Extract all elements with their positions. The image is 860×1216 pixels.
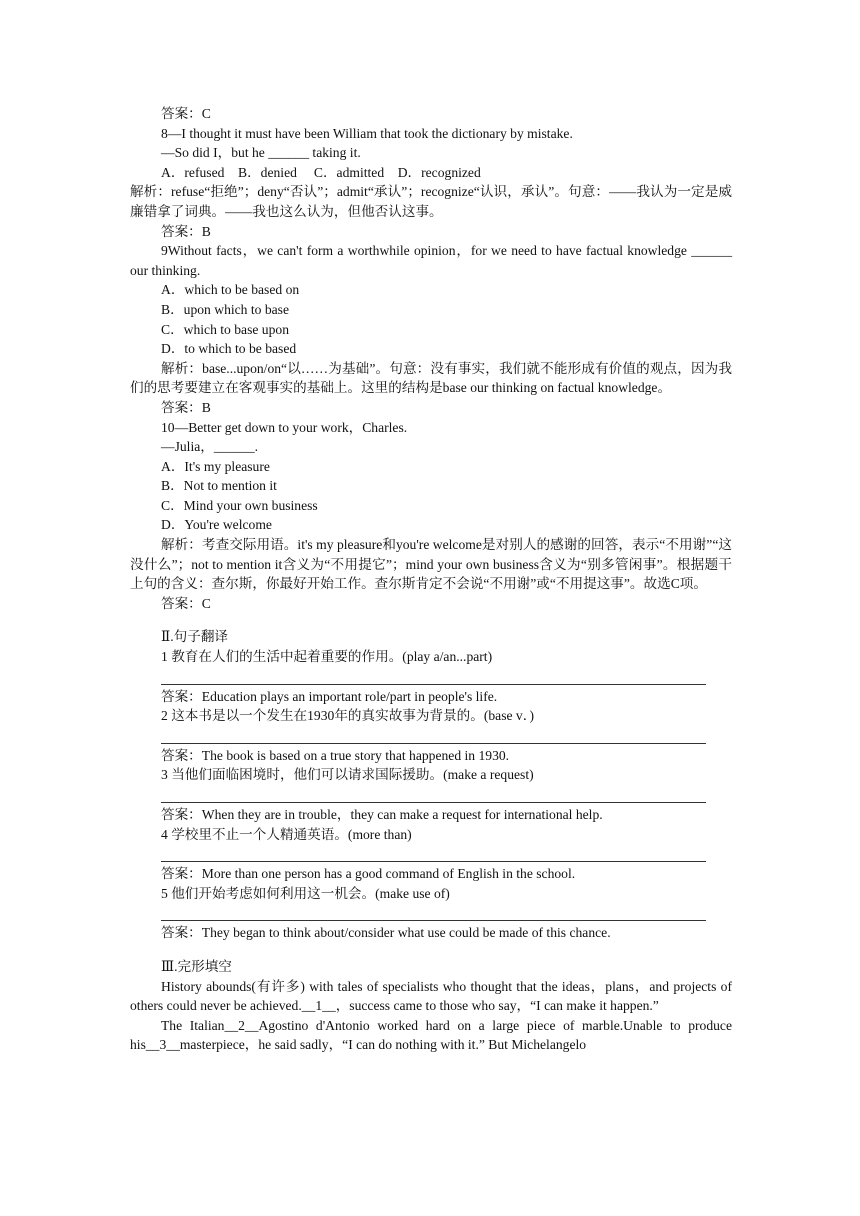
cloze-paragraph-1: History abounds(有许多) with tales of specialists who thought that the ideas，plans，and projects of others could never be achieved.__1__，success came to those who say，“I can make it happen.” — [130, 978, 732, 1014]
q10-answer: 答案：C — [161, 595, 211, 611]
q8-line2: —So did I，but he ______ taking it. — [161, 145, 361, 161]
q8-line1: 8—I thought it must have been William that took the dictionary by mistake. — [161, 125, 573, 141]
q7-answer: 答案：C — [161, 106, 211, 121]
translation-answer: The book is based on a true story that happened in 1930. — [201, 747, 510, 763]
answer-label: 答案： — [161, 747, 202, 763]
translation-question: 4 学校里不止一个人精通英语。(more than) — [161, 826, 412, 842]
translation-item-3 — [130, 765, 732, 824]
q10-option-b: B．Not to mention it — [161, 478, 277, 494]
q9-option-d: D．to which to be based — [161, 341, 297, 357]
answer-label: 答案： — [161, 866, 202, 882]
q8-options: A．refused B．denied C．admitted D．recognized — [161, 164, 481, 180]
answer-line — [161, 903, 706, 921]
answer-line — [161, 726, 706, 744]
translation-item-5 — [130, 884, 732, 943]
cloze-blank-1: __1__ — [301, 998, 336, 1014]
translation-question: 2 这本书是以一个发生在1930年的真实故事为背景的。(base v．) — [161, 708, 535, 724]
translation-answer: They began to think about/consider what use could be made of this chance. — [201, 925, 611, 941]
section-3-title: Ⅲ.完形填空 — [161, 958, 232, 974]
q10-option-d: D．You're welcome — [161, 517, 272, 533]
answer-label: 答案： — [161, 925, 202, 941]
q8-answer: 答案：B — [161, 223, 211, 239]
q10-option-a: A．It's my pleasure — [161, 458, 270, 474]
translation-question: 3 当他们面临困境时，他们可以请求国际援助。(make a request) — [161, 767, 534, 783]
q9-option-b: B．upon which to base — [161, 301, 289, 317]
translation-answer: When they are in trouble，they can make a request for international help. — [201, 807, 603, 822]
answer-line — [161, 785, 706, 803]
q9-analysis: 解析：base...upon/on“以……为基础”。句意：没有事实，我们就不能形成有价值的观点，因为我们的思考要建立在客观事实的基础上。这里的结构是base our thinking on factual knowledge。 — [130, 360, 732, 396]
q9-option-a: A．which to be based on — [161, 282, 300, 298]
q10-line2: —Julia，______. — [161, 439, 259, 455]
translation-item-2 — [130, 706, 732, 765]
translation-item-4 — [130, 825, 732, 884]
section-2-title: Ⅱ.句子翻译 — [161, 629, 229, 645]
translation-question: 5 他们开始考虑如何利用这一机会。(make use of) — [161, 885, 450, 901]
q10-line1: 10—Better get down to your work，Charles. — [161, 419, 408, 435]
answer-label: 答案： — [161, 688, 202, 704]
q10-option-c: C．Mind your own business — [161, 497, 318, 513]
cloze-paragraph-2: The Italian__2__Agostino d'Antonio worked hard on a large piece of marble.Unable to produce his__3__masterpiece，he said sadly，“I can do nothing with it.” But Michelangelo — [130, 1017, 732, 1053]
q9-stem: 9Without facts，we can't form a worthwhile opinion，for we need to have factual knowledge ______ our thinking. — [130, 243, 732, 278]
answer-line — [161, 667, 706, 685]
cloze-blank-2: __2__ — [224, 1017, 259, 1033]
translation-answer: More than one person has a good command of English in the school. — [201, 866, 576, 882]
q9-answer: 答案：B — [161, 399, 211, 415]
answer-label: 答案： — [161, 807, 202, 822]
q8-analysis: 解析：refuse“拒绝”；deny“否认”；admit“承认”；recognize“认识，承认”。句意：——我认为一定是威廉错拿了词典。——我也这么认为，但他否认这事。 — [130, 184, 732, 219]
cloze-blank-3: __3__ — [145, 1037, 180, 1053]
translation-item-1 — [130, 647, 732, 706]
q9-option-c: C．which to base upon — [161, 321, 289, 337]
translation-question: 1 教育在人们的生活中起着重要的作用。(play a/an...part) — [161, 649, 493, 665]
answer-line — [161, 844, 706, 862]
translation-answer: Education plays an important role/part in people's life. — [201, 688, 498, 704]
document-page — [130, 104, 732, 1055]
q10-analysis: 解析：考查交际用语。it's my pleasure和you're welcome是对别人的感谢的回答，表示“不用谢”“这没什么”；not to mention it含义为“不用提它”；mind your own business含义为“别多管闲事”。根据题干上句的含义：查尔斯，你最好开始工作。查尔斯肯定不会说“不用谢”或“不用提这事”。故选C项。 — [130, 537, 732, 592]
